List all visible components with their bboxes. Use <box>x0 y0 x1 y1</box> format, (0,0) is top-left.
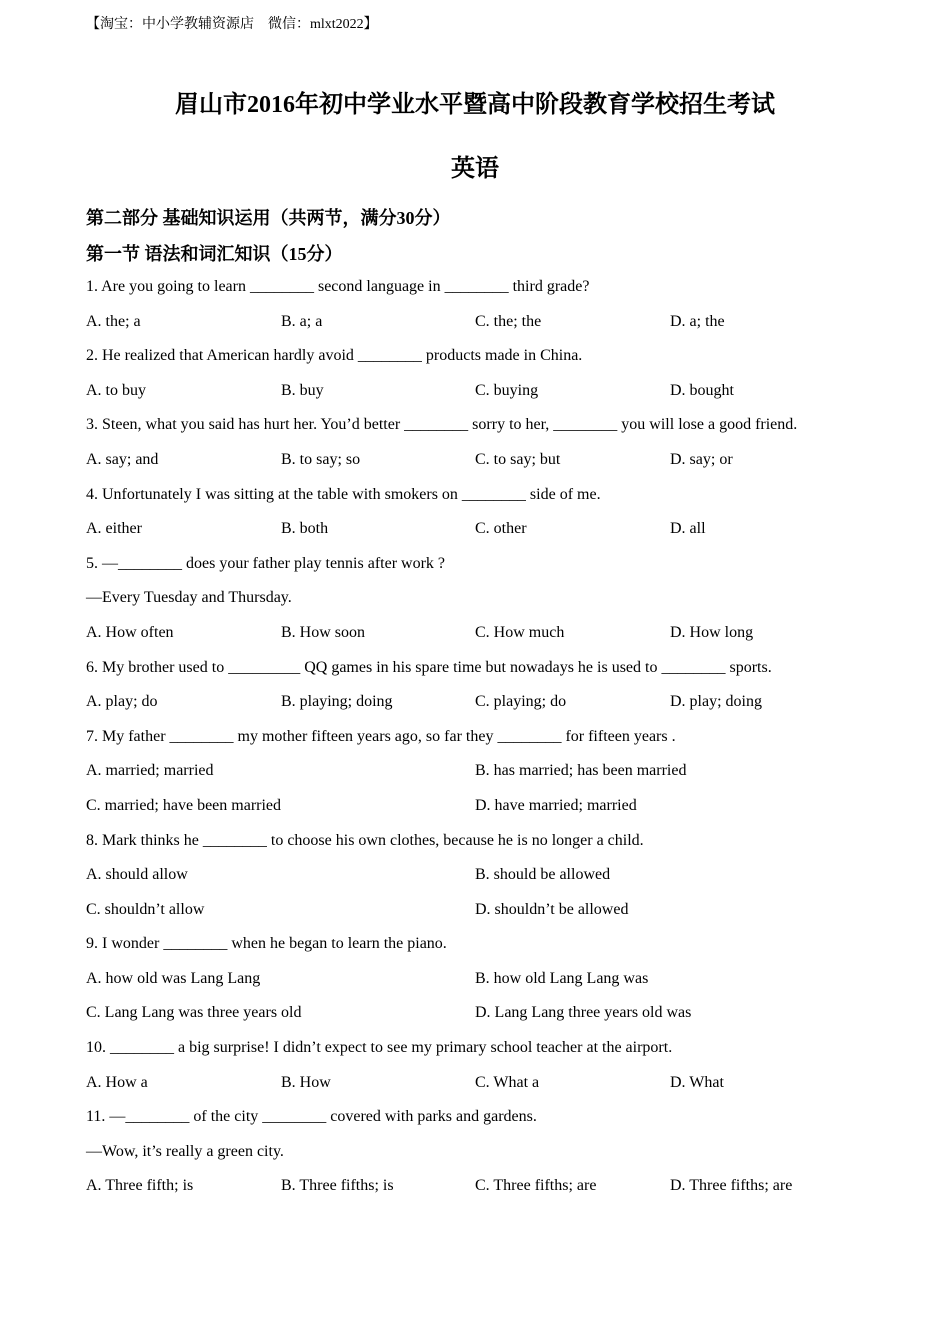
options-row <box>86 996 866 1031</box>
option-a: A. married; married <box>86 762 214 780</box>
option-d: D. a; the <box>670 312 725 330</box>
options-row <box>86 1169 866 1204</box>
option-b: B. both <box>281 520 329 538</box>
option-c: C. buying <box>475 381 539 399</box>
option-c: C. Lang Lang was three years old <box>86 1004 302 1022</box>
options-row <box>86 789 866 824</box>
header-note: 【淘宝：中小学教辅资源店 微信：mlxt2022】 <box>86 17 378 32</box>
option-a: A. Three fifth; is <box>86 1177 194 1195</box>
options-row <box>86 374 866 409</box>
section-heading: 第一节 语法和词汇知识（15分） <box>86 244 343 264</box>
option-a: A. the; a <box>86 312 141 330</box>
question-stem: 7. My father ________ my mother fifteen years ago, so far they ________ for fifteen years . <box>86 727 676 745</box>
option-d: D. have married; married <box>475 796 637 814</box>
option-d: D. Three fifths; are <box>670 1177 793 1195</box>
part-heading: 第二部分 基础知识运用（共两节，满分30分） <box>86 208 451 228</box>
question-stem: 10. ________ a big surprise! I didn’t expect to see my primary school teacher at the airport. <box>86 1039 673 1057</box>
option-c: C. Three fifths; are <box>475 1177 597 1195</box>
option-b: B. to say; so <box>281 450 361 468</box>
question-dialogue-line: —Every Tuesday and Thursday. <box>86 589 292 607</box>
options-row <box>86 616 866 651</box>
option-b: B. how old Lang Lang was <box>475 969 649 987</box>
question-stem: 6. My brother used to _________ QQ games in his spare time but nowadays he is used to ________ sports. <box>86 658 772 676</box>
option-d: D. Lang Lang three years old was <box>475 1004 692 1022</box>
option-a: A. How a <box>86 1073 148 1091</box>
option-b: B. How soon <box>281 623 366 641</box>
option-c: C. How much <box>475 623 565 641</box>
option-d: D. shouldn’t be allowed <box>475 900 629 918</box>
option-d: D. say; or <box>670 450 733 468</box>
question-stem: 2. He realized that American hardly avoid ________ products made in China. <box>86 347 583 365</box>
options-row <box>86 443 866 478</box>
option-a: A. to buy <box>86 381 146 399</box>
options-row <box>86 754 866 789</box>
question-list <box>86 270 866 1204</box>
question-stem: 4. Unfortunately I was sitting at the table with smokers on ________ side of me. <box>86 485 601 503</box>
option-b: B. How <box>281 1073 331 1091</box>
option-d: D. What <box>670 1073 724 1091</box>
option-d: D. all <box>670 520 706 538</box>
option-b: B. has married; has been married <box>475 762 687 780</box>
option-a: A. say; and <box>86 450 159 468</box>
question-stem: 5. —________ does your father play tennis after work ? <box>86 554 446 572</box>
option-c: C. married; have been married <box>86 796 282 814</box>
option-d: D. play; doing <box>670 693 762 711</box>
option-d: D. bought <box>670 381 734 399</box>
option-d: D. How long <box>670 623 754 641</box>
option-c: C. What a <box>475 1073 540 1091</box>
option-a: A. should allow <box>86 866 188 884</box>
question-stem: 11. —________ of the city ________ covered with parks and gardens. <box>86 1108 537 1126</box>
option-b: B. a; a <box>281 312 323 330</box>
options-row <box>86 685 866 720</box>
question-dialogue-line: —Wow, it’s really a green city. <box>86 1142 284 1160</box>
exam-title: 眉山市2016年初中学业水平暨高中阶段教育学校招生考试 <box>175 92 775 118</box>
options-row <box>86 893 866 928</box>
option-a: A. either <box>86 520 142 538</box>
option-b: B. should be allowed <box>475 866 611 884</box>
question-stem: 3. Steen, what you said has hurt her. You’d better ________ sorry to her, ________ you will lose a good friend. <box>86 416 798 434</box>
option-c: C. to say; but <box>475 450 561 468</box>
option-b: B. buy <box>281 381 324 399</box>
question-stem: 1. Are you going to learn ________ second language in ________ third grade? <box>86 278 590 295</box>
options-row <box>86 305 866 340</box>
option-a: A. how old was Lang Lang <box>86 969 261 987</box>
option-c: C. shouldn’t allow <box>86 900 205 918</box>
options-row <box>86 512 866 547</box>
option-a: A. How often <box>86 623 174 641</box>
option-b: B. playing; doing <box>281 693 393 711</box>
option-b: B. Three fifths; is <box>281 1177 394 1195</box>
options-row <box>86 1066 866 1101</box>
subject-title: 英语 <box>451 156 499 182</box>
question-stem: 9. I wonder ________ when he began to learn the piano. <box>86 935 447 953</box>
question-stem: 8. Mark thinks he ________ to choose his own clothes, because he is no longer a child. <box>86 831 644 849</box>
option-a: A. play; do <box>86 693 158 711</box>
option-c: C. playing; do <box>475 693 567 711</box>
options-row <box>86 962 866 997</box>
options-row <box>86 858 866 893</box>
option-c: C. other <box>475 520 527 538</box>
option-c: C. the; the <box>475 312 542 330</box>
